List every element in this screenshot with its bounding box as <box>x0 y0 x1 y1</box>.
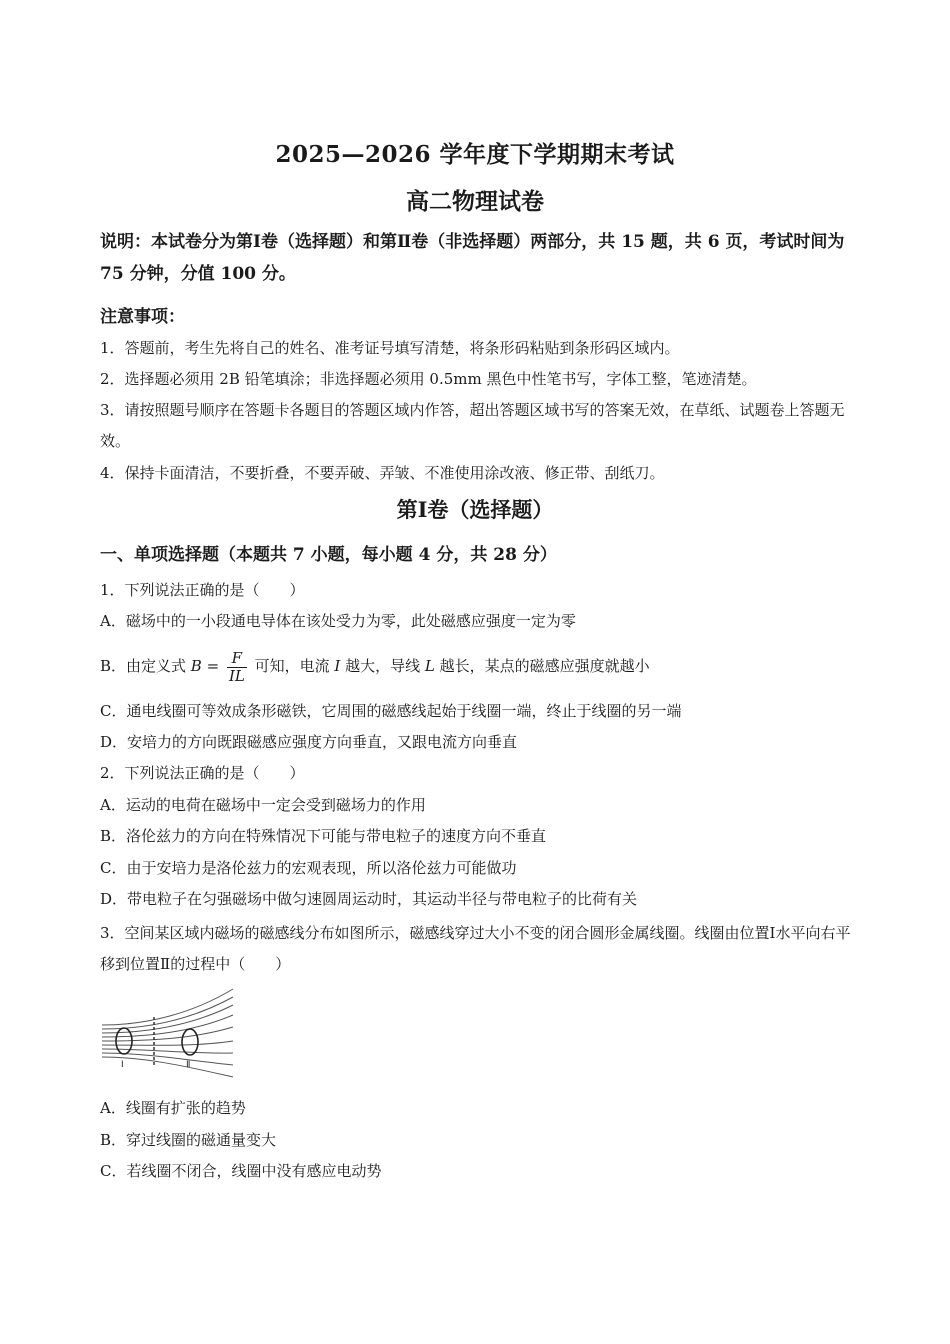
q1-option-a: A．磁场中的一小段通电导体在该处受力为零，此处磁感应强度一定为零 <box>100 612 576 630</box>
q1-option-d: D．安培力的方向既跟磁感应强度方向垂直，又跟电流方向垂直 <box>100 733 518 751</box>
q3-option-a: A．线圈有扩张的趋势 <box>100 1099 246 1117</box>
section-title: 第Ⅰ卷（选择题） <box>396 497 554 522</box>
part-title: 一、单项选择题（本题共 7 小题，每小题 4 分，共 28 分） <box>100 545 557 565</box>
q3-stem: 3．空间某区域内磁场的磁感线分布如图所示，磁感线穿过大小不变的闭合圆形金属线圈。线圈由位置Ⅰ水平向右平移到位置Ⅱ的过程中（ ） <box>100 924 851 973</box>
q3-option-c: C．若线圈不闭合，线圈中没有感应电动势 <box>100 1162 382 1180</box>
label-position-1: Ⅰ <box>121 1059 124 1069</box>
q3-option-b: B．穿过线圈的磁通量变大 <box>100 1131 277 1149</box>
q2-option-c: C．由于安培力是洛伦兹力的宏观表现，所以洛伦兹力可能做功 <box>100 859 517 877</box>
q1-b-suffix: 越长，某点的磁感应强度就越小 <box>434 657 650 675</box>
q1-b-mid1: 可知，电流 <box>249 657 335 675</box>
q2-option-b: B．洛伦兹力的方向在特殊情况下可能与带电粒子的速度方向不垂直 <box>100 827 547 845</box>
notice-item-3: 3．请按照题号顺序在答题卡各题目的答题区域内作答，超出答题区域书写的答案无效，在草纸、试题卷上答题无效。 <box>100 401 845 450</box>
fraction-denominator: IL <box>228 666 245 685</box>
coil-position-2 <box>182 1029 198 1055</box>
exam-instructions: 说明：本试卷分为第Ⅰ卷（选择题）和第Ⅱ卷（非选择题）两部分，共 15 题，共 6 页，考试时间为 75 分钟，分值 100 分。 <box>100 232 845 284</box>
magnetic-field-lines-figure <box>98 985 238 1081</box>
notice-item-2: 2．选择题必须用 2B 铅笔填涂；非选择题必须用 0.5mm 黑色中性笔书写，字体工整，笔迹清楚。 <box>100 370 757 388</box>
q1-option-b <box>100 644 855 688</box>
q1-b-var-l: L <box>424 657 435 675</box>
q2-stem: 2．下列说法正确的是（ ） <box>100 764 305 782</box>
q2-option-a: A．运动的电荷在磁场中一定会受到磁场力的作用 <box>100 796 426 814</box>
label-position-2: Ⅱ <box>186 1059 191 1069</box>
q1-option-c: C．通电线圈可等效成条形磁铁，它周围的磁感线起始于线圈一端，终止于线圈的另一端 <box>100 702 682 720</box>
q1-b-var-i: I <box>334 657 341 675</box>
q1-b-lhs: B <box>190 657 202 675</box>
notices-heading: 注意事项： <box>100 307 185 327</box>
exam-subtitle: 高二物理试卷 <box>406 188 544 215</box>
q1-b-prefix: B．由定义式 <box>100 657 191 675</box>
q1-b-mid2: 越大，导线 <box>340 657 425 675</box>
fraction-f-over-il <box>227 650 247 685</box>
q1-b-eq: = <box>201 657 224 675</box>
q2-option-d: D．带电粒子在匀强磁场中做匀速圆周运动时，其运动半径与带电粒子的比荷有关 <box>100 890 638 908</box>
q1-stem: 1．下列说法正确的是（ ） <box>100 581 305 599</box>
exam-title: 2025—2026 学年度下学期期末考试 <box>275 141 675 168</box>
fraction-numerator: F <box>227 650 247 668</box>
notice-item-4: 4．保持卡面清洁，不要折叠，不要弄破、弄皱、不准使用涂改液、修正带、刮纸刀。 <box>100 464 665 482</box>
notice-item-1: 1．答题前，考生先将自己的姓名、准考证号填写清楚，将条形码粘贴到条形码区域内。 <box>100 339 680 357</box>
